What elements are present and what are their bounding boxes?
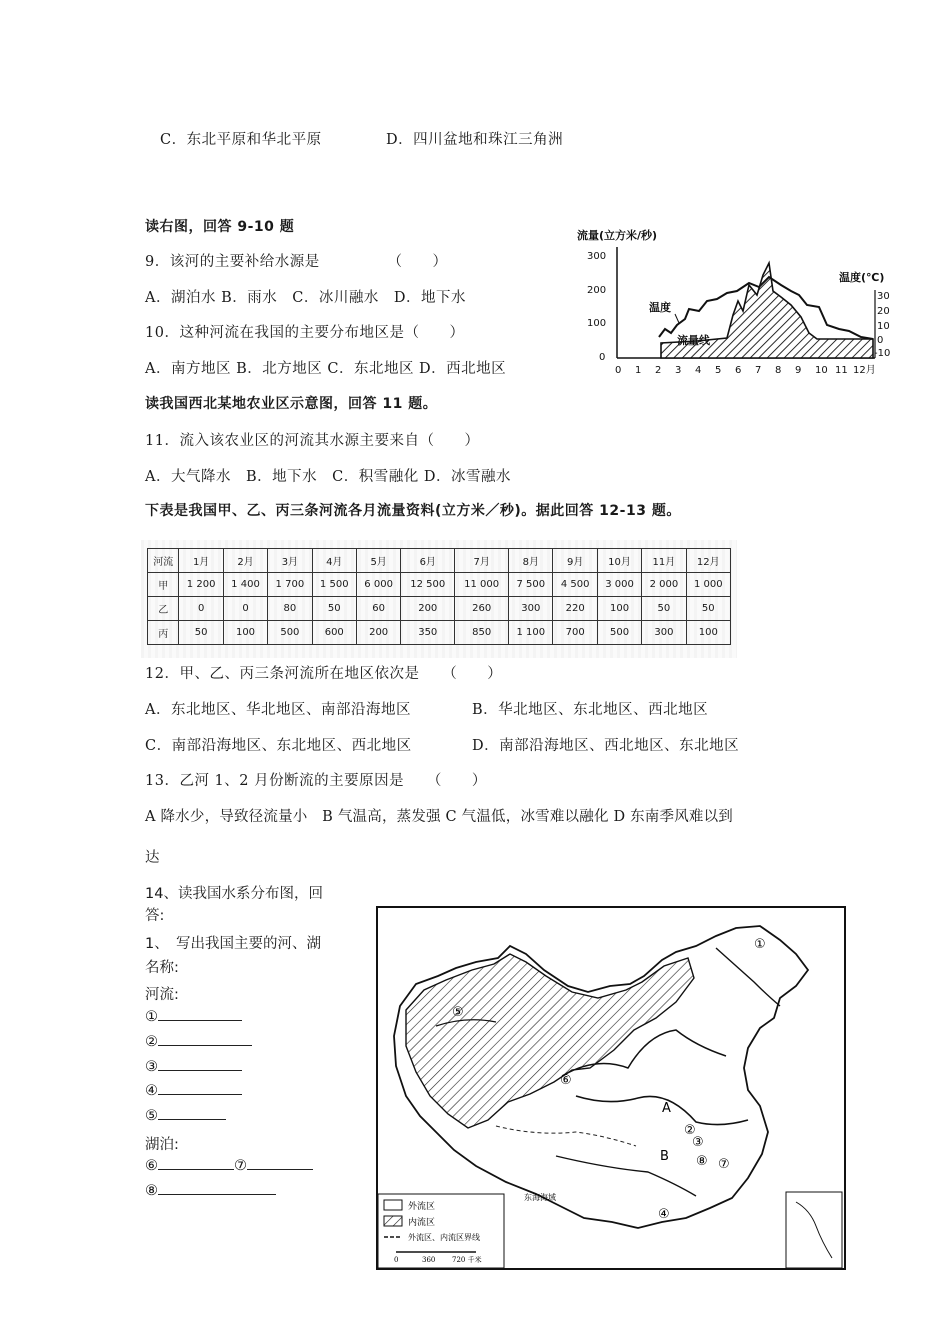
label-temperature: 温度	[649, 301, 671, 314]
question-14-line2: 答:	[145, 908, 165, 924]
table-cell: 1 400	[223, 573, 267, 597]
question-13-continued: 达	[145, 850, 160, 866]
x-tick-8: 8	[775, 365, 782, 376]
river-4-answer-blank[interactable]	[158, 1082, 242, 1095]
x-tick-1: 1	[635, 365, 642, 376]
question-12: 12．甲、乙、丙三条河流所在地区依次是 （ ）	[145, 666, 503, 682]
scale-360: 360	[422, 1256, 436, 1264]
x-ticks	[615, 364, 876, 376]
table-cell: 甲	[148, 573, 179, 597]
table-cell: 3 000	[597, 573, 641, 597]
question-11: 11．流入该农业区的河流其水源主要来自（ ）	[145, 433, 480, 449]
option-c: C．东北平原和华北平原	[160, 132, 322, 148]
x-tick-9: 9	[795, 365, 802, 376]
marker-8: ⑧	[696, 1154, 708, 1169]
table-cell: 850	[455, 621, 509, 645]
question-10-options: A．南方地区 B．北方地区 C．东北地区 D．西北地区	[145, 361, 507, 377]
table-cell: 1 500	[312, 573, 356, 597]
table-header: 1月	[179, 549, 223, 573]
table-cell: 1 000	[686, 573, 730, 597]
legend-exo-label: 外流区	[408, 1202, 436, 1212]
table-cell: 4 500	[553, 573, 597, 597]
table-cell: 50	[312, 597, 356, 621]
table-cell: 500	[597, 621, 641, 645]
y-tick-300: 300	[587, 251, 607, 262]
river-flow-table	[147, 548, 731, 645]
y-tick-0: 0	[599, 352, 606, 363]
y-right-tick-10: 10	[877, 321, 890, 332]
river-3-answer-blank[interactable]	[158, 1058, 242, 1071]
table-header: 12月	[686, 549, 730, 573]
river-1-row	[145, 1008, 242, 1025]
table-header: 3月	[268, 549, 312, 573]
section1-intro: 读右图，回答 9-10 题	[145, 219, 295, 235]
table-cell: 1 200	[179, 573, 223, 597]
river-1-answer-blank[interactable]	[158, 1008, 242, 1021]
table-cell: 100	[597, 597, 641, 621]
question-13-options: A 降水少，导致径流量小 B 气温高，蒸发强 C 气温低，冰雪难以融化 D 东南季风难以到	[145, 809, 733, 825]
label-b: B	[660, 1149, 669, 1164]
river-2-marker: ②	[145, 1034, 158, 1050]
question-14-line1: 14、读我国水系分布图，回	[145, 886, 323, 902]
section3-intro: 下表是我国甲、乙、丙三条河流各月流量资料(立方米／秒)。据此回答 12-13 题。	[145, 503, 681, 519]
lake-6-7-row	[145, 1157, 313, 1174]
lakes-label: 湖泊:	[145, 1137, 179, 1153]
table-cell: 100	[223, 621, 267, 645]
table-header: 2月	[223, 549, 267, 573]
x-tick-3: 3	[675, 365, 682, 376]
table-header: 7月	[455, 549, 509, 573]
question-11-options: A．大气降水 B．地下水 C．积雪融化 D．冰雪融水	[145, 469, 511, 485]
marker-7: ⑦	[718, 1157, 730, 1172]
table-cell: 200	[356, 621, 400, 645]
marker-6: ⑥	[560, 1073, 572, 1088]
y-right-tick-30: 30	[877, 291, 890, 302]
table-cell: 300	[642, 621, 686, 645]
table-row	[148, 597, 731, 621]
table-header: 8月	[509, 549, 553, 573]
river-4-marker: ④	[145, 1083, 158, 1099]
table-header: 9月	[553, 549, 597, 573]
y-tick-100: 100	[587, 318, 607, 329]
river-2-answer-blank[interactable]	[158, 1033, 252, 1046]
table-header: 河流	[148, 549, 179, 573]
table-cell: 6 000	[356, 573, 400, 597]
lake-7-marker: ⑦	[234, 1158, 247, 1174]
table-cell: 260	[455, 597, 509, 621]
lake-6-marker: ⑥	[145, 1158, 158, 1174]
table-header: 5月	[356, 549, 400, 573]
table-cell: 乙	[148, 597, 179, 621]
y-right-tick-0: 0	[877, 335, 884, 346]
y-right-tick-20: 20	[877, 306, 890, 317]
option-d: D．四川盆地和珠江三角洲	[386, 132, 564, 148]
question-13: 13．乙河 1、2 月份断流的主要原因是 （ ）	[145, 773, 487, 789]
marker-2: ②	[684, 1123, 696, 1138]
lake-7-answer-blank[interactable]	[247, 1157, 313, 1170]
x-tick-7: 7	[755, 365, 762, 376]
scale-0: 0	[394, 1256, 399, 1264]
x-tick-10: 10	[815, 365, 828, 376]
river-3-row	[145, 1058, 242, 1075]
x-tick-12: 12月	[853, 365, 876, 376]
table-cell: 50	[642, 597, 686, 621]
label-a: A	[662, 1101, 671, 1116]
legend-boundary-label: 外流区、内流区界线	[408, 1233, 480, 1242]
table-cell: 11 000	[455, 573, 509, 597]
river-3-marker: ③	[145, 1059, 158, 1075]
table-cell: 2 000	[642, 573, 686, 597]
lake-8-answer-blank[interactable]	[158, 1182, 276, 1195]
table-cell: 7 500	[509, 573, 553, 597]
river-4-row	[145, 1082, 242, 1099]
section2-intro: 读我国西北某地农业区示意图，回答 11 题。	[145, 396, 438, 412]
table-cell: 220	[553, 597, 597, 621]
table-cell: 0	[179, 597, 223, 621]
question-12-option-a: A．东北地区、华北地区、南部沿海地区	[145, 702, 411, 718]
marker-4: ④	[658, 1207, 670, 1222]
y-left-title: 流量(立方米/秒)	[577, 229, 658, 242]
river-2-row	[145, 1033, 252, 1050]
x-tick-5: 5	[715, 365, 722, 376]
table-header: 10月	[597, 549, 641, 573]
question-10: 10．这种河流在我国的主要分布地区是（ ）	[145, 325, 465, 341]
item-1-line2: 名称:	[145, 960, 179, 976]
legend-endo-swatch	[384, 1216, 402, 1226]
label-flow-line: 流量线	[677, 334, 710, 347]
lake-6-answer-blank[interactable]	[158, 1157, 234, 1170]
table-cell: 1 100	[509, 621, 553, 645]
table-cell: 600	[312, 621, 356, 645]
sea-label: 东海海域	[524, 1193, 556, 1202]
table-cell: 100	[686, 621, 730, 645]
river-5-answer-blank[interactable]	[158, 1107, 226, 1120]
y-right-tick-minus10: -10	[874, 348, 891, 359]
table-cell: 0	[223, 597, 267, 621]
x-tick-6: 6	[735, 365, 742, 376]
table-cell: 300	[509, 597, 553, 621]
table-cell: 500	[268, 621, 312, 645]
marker-3: ③	[692, 1135, 704, 1150]
table-header: 6月	[401, 549, 455, 573]
table-cell: 12 500	[401, 573, 455, 597]
table-cell: 80	[268, 597, 312, 621]
river-hydrograph	[577, 225, 907, 383]
y-right-title: 温度(℃)	[839, 271, 885, 284]
question-12-option-d: D．南部沿海地区、西北地区、东北地区	[472, 738, 740, 754]
lake-8-row	[145, 1182, 276, 1199]
table-cell: 50	[179, 621, 223, 645]
question-9-options: A．湖泊水 B．雨水 C．冰川融水 D．地下水	[145, 290, 466, 306]
x-tick-2: 2	[655, 365, 662, 376]
item-1-line1: 1、 写出我国主要的河、湖	[145, 936, 321, 952]
legend-exo-swatch	[384, 1200, 402, 1210]
table-cell: 350	[401, 621, 455, 645]
table-header: 4月	[312, 549, 356, 573]
x-tick-11: 11	[835, 365, 848, 376]
table-cell: 50	[686, 597, 730, 621]
river-5-row	[145, 1107, 226, 1124]
table-row	[148, 573, 731, 597]
rivers-label: 河流:	[145, 987, 179, 1003]
china-water-system-map	[376, 906, 846, 1270]
marker-1: ①	[754, 937, 766, 952]
lake-8-marker: ⑧	[145, 1183, 158, 1199]
question-12-option-b: B．华北地区、东北地区、西北地区	[472, 702, 709, 718]
table-header-row	[148, 549, 731, 573]
x-tick-0: 0	[615, 365, 622, 376]
table-row	[148, 621, 731, 645]
x-tick-4: 4	[695, 365, 702, 376]
marker-5: ⑤	[452, 1005, 464, 1020]
question-12-option-c: C．南部沿海地区、东北地区、西北地区	[145, 738, 412, 754]
table-header: 11月	[642, 549, 686, 573]
question-9: 9．该河的主要补给水源是 （ ）	[145, 254, 448, 270]
river-5-marker: ⑤	[145, 1108, 158, 1124]
table-cell: 700	[553, 621, 597, 645]
legend-endo-label: 内流区	[408, 1218, 436, 1228]
table-cell: 60	[356, 597, 400, 621]
table-cell: 1 700	[268, 573, 312, 597]
south-sea-inset	[786, 1192, 842, 1268]
scale-720: 720 千米	[452, 1256, 482, 1264]
y-tick-200: 200	[587, 285, 607, 296]
table-cell: 200	[401, 597, 455, 621]
table-cell: 丙	[148, 621, 179, 645]
river-1-marker: ①	[145, 1009, 158, 1025]
